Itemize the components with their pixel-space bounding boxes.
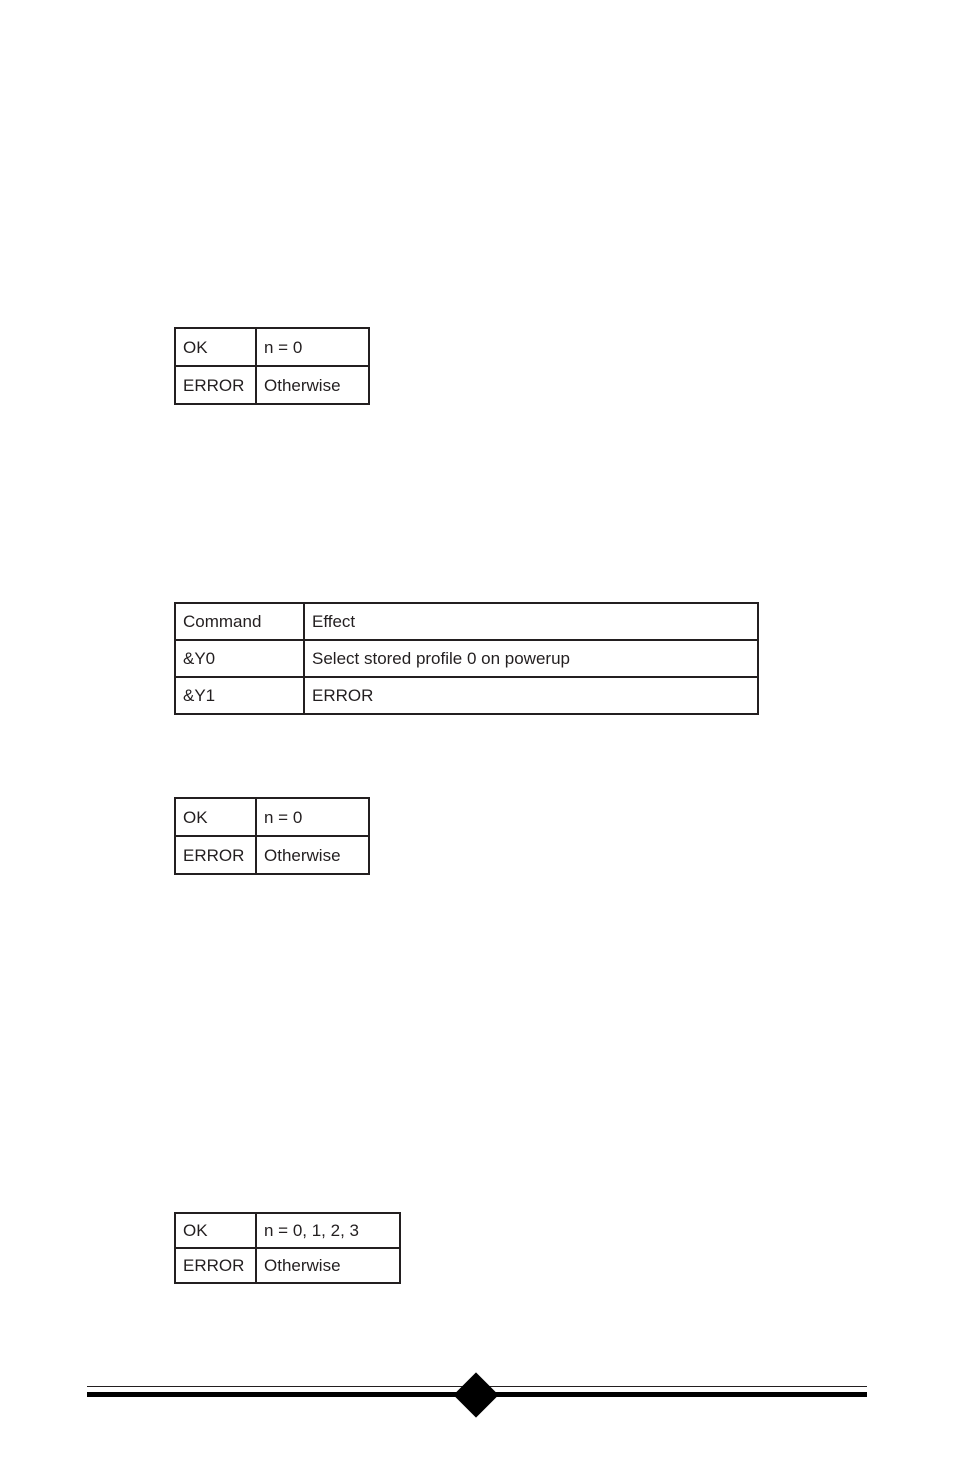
table-cell: Otherwise	[256, 836, 369, 874]
table-cell: n = 0	[256, 798, 369, 836]
table-row	[175, 836, 369, 874]
result-codes-table-1	[174, 327, 370, 405]
table-cell: Otherwise	[256, 1248, 400, 1283]
command-effect-table	[174, 602, 759, 715]
table-row	[175, 640, 758, 677]
table-row	[175, 366, 369, 404]
table-cell: ERROR	[175, 366, 256, 404]
table-cell: ERROR	[304, 677, 758, 714]
table-row	[175, 1213, 400, 1248]
table-cell: Otherwise	[256, 366, 369, 404]
table-header-row	[175, 603, 758, 640]
table-header-cell: Effect	[304, 603, 758, 640]
table-cell: &Y0	[175, 640, 304, 677]
table-row	[175, 677, 758, 714]
table-cell: ERROR	[175, 836, 256, 874]
table-cell: n = 0	[256, 328, 369, 366]
table-cell: &Y1	[175, 677, 304, 714]
table-cell: ERROR	[175, 1248, 256, 1283]
table-row	[175, 1248, 400, 1283]
diamond-icon	[453, 1372, 498, 1417]
table-cell: OK	[175, 328, 256, 366]
table-cell: OK	[175, 798, 256, 836]
table-cell: OK	[175, 1213, 256, 1248]
table-cell: n = 0, 1, 2, 3	[256, 1213, 400, 1248]
table-row	[175, 798, 369, 836]
table-cell: Select stored profile 0 on powerup	[304, 640, 758, 677]
result-codes-table-3	[174, 1212, 401, 1284]
table-row	[175, 328, 369, 366]
result-codes-table-2	[174, 797, 370, 875]
table-header-cell: Command	[175, 603, 304, 640]
